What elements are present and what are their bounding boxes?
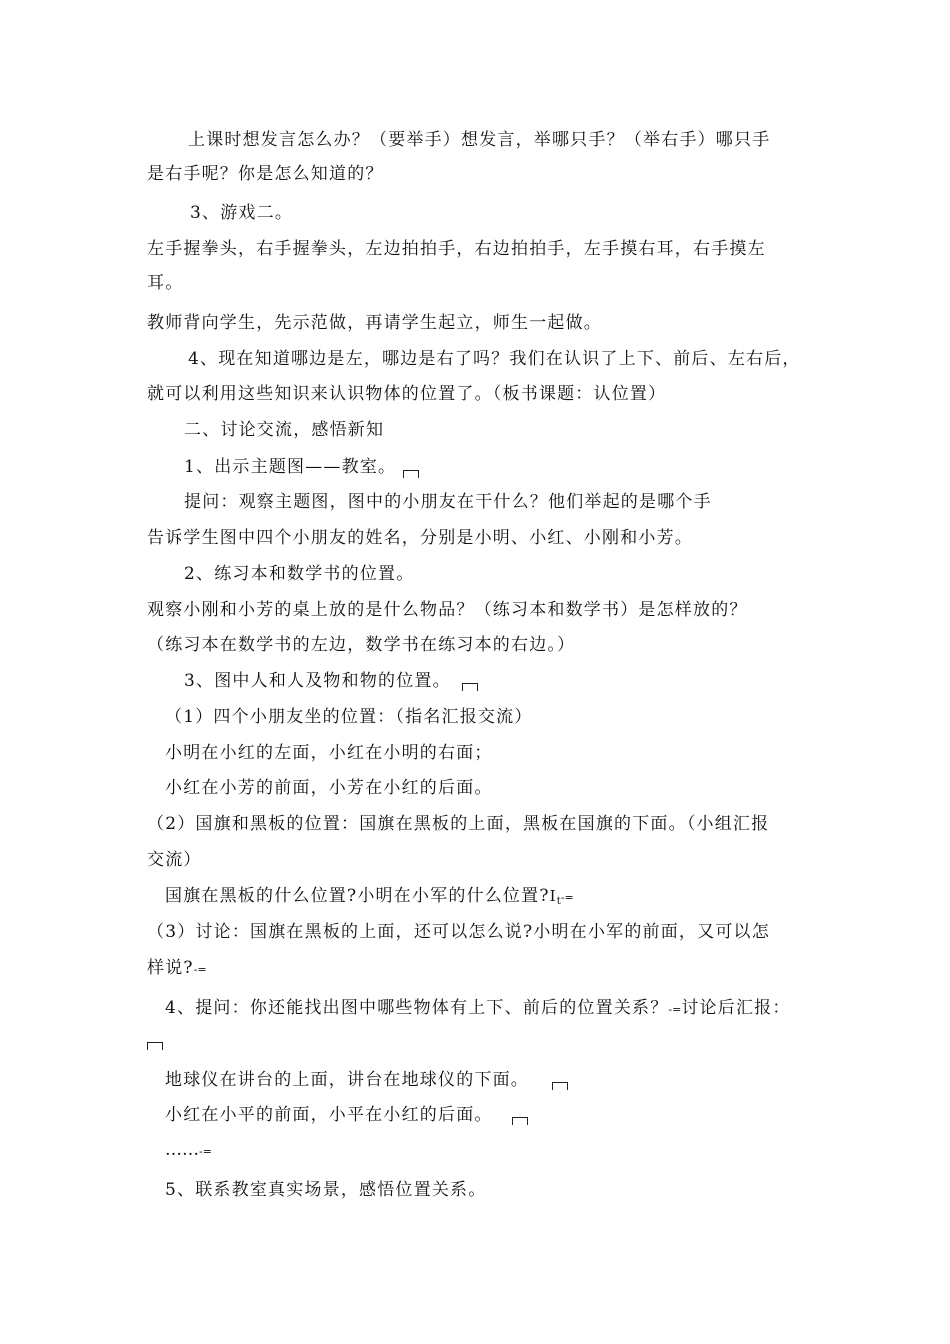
text-line: 左手握拳头，右手握拳头，左边拍拍手，右边拍拍手，左手摸右耳，右手摸左 — [147, 239, 766, 259]
text-line: （2）国旗和黑板的位置：国旗在黑板的上面，黑板在国旗的下面。（小组汇报 — [147, 814, 770, 834]
text-line: 上课时想发言怎么办？（要举手）想发言，举哪只手？（举右手）哪只手 — [188, 130, 771, 150]
text-line: 5、联系教室真实场景，感悟位置关系。 — [165, 1180, 487, 1200]
bracket-mark-icon — [147, 1042, 163, 1050]
text-span: 讨论后汇报： — [681, 998, 791, 1018]
text-line — [165, 998, 791, 1020]
text-line: （3）讨论：国旗在黑板的上面，还可以怎么说?小明在小军的前面，又可以怎 — [147, 922, 770, 942]
text-line — [165, 1140, 212, 1162]
section-heading: 二、讨论交流，感悟新知 — [184, 420, 385, 440]
text-line: （练习本在数学书的左边，数学书在练习本的右边。） — [147, 635, 576, 655]
bracket-mark-icon — [552, 1082, 568, 1090]
scan-artifact: t — [556, 896, 561, 907]
text-span: …… — [165, 1140, 199, 1160]
bracket-mark-icon — [512, 1117, 528, 1125]
text-line: 小明在小红的左面，小红在小明的右面； — [165, 743, 493, 763]
text-line: 1、出示主题图——教室。 — [184, 457, 397, 477]
scan-artifact: -= — [560, 891, 574, 904]
scan-artifact: I — [549, 887, 557, 905]
text-line: 提问：观察主题图，图中的小朋友在干什么？他们举起的是哪个手 — [184, 492, 712, 512]
text-line: 2、练习本和数学书的位置。 — [184, 564, 415, 584]
text-line — [147, 958, 207, 980]
text-line: （1）四个小朋友坐的位置：（指名汇报交流） — [165, 707, 533, 727]
text-line: 交流） — [147, 850, 202, 870]
text-line: 就可以利用这些知识来认识物体的位置了。（板书课题：认位置） — [147, 384, 667, 404]
text-line: 是右手呢？你是怎么知道的？ — [147, 164, 384, 184]
text-line: 告诉学生图中四个小朋友的姓名，分别是小明、小红、小刚和小芳。 — [147, 528, 693, 548]
text-line: 小红在小芳的前面，小芳在小红的后面。 — [165, 778, 493, 798]
scan-artifact: -= — [199, 1145, 212, 1158]
text-line: 地球仪在讲台的上面，讲台在地球仪的下面。 — [165, 1070, 529, 1090]
bracket-mark-icon — [403, 470, 419, 478]
text-span: 4、提问：你还能找出图中哪些物体有上下、前后的位置关系？ — [165, 998, 669, 1018]
text-line: 耳。 — [147, 273, 184, 293]
text-line: 观察小刚和小芳的桌上放的是什么物品？（练习本和数学书）是怎样放的？ — [147, 600, 748, 620]
text-line: 教师背向学生，先示范做，再请学生起立，师生一起做。 — [147, 313, 602, 333]
text-line: 3、图中人和人及物和物的位置。 — [184, 671, 451, 691]
scan-artifact: -= — [668, 1003, 682, 1016]
text-line: 小红在小平的前面，小平在小红的后面。 — [165, 1105, 493, 1125]
text-span: 样说? — [147, 958, 194, 978]
bracket-mark-icon — [462, 683, 478, 691]
text-span: 国旗在黑板的什么位置?小明在小军的什么位置? — [165, 886, 550, 906]
text-line: 4、现在知道哪边是左，哪边是右了吗？我们在认识了上下、前后、左右后， — [188, 349, 801, 369]
text-line — [165, 886, 574, 912]
text-line: 3、游戏二。 — [190, 203, 294, 223]
scan-artifact: -= — [193, 963, 207, 976]
